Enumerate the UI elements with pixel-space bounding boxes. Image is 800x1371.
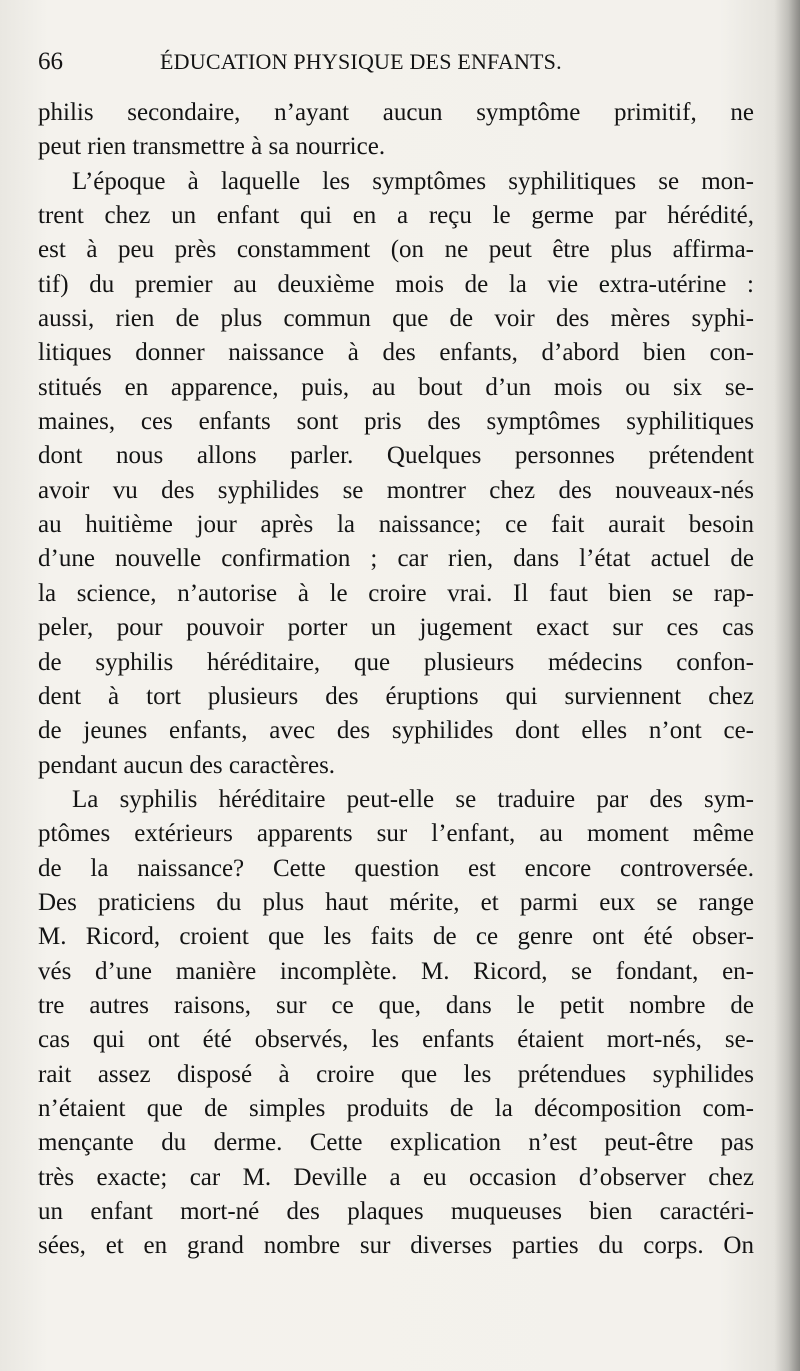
- text-line: au huitième jour après la naissance; ce fait aurait besoin: [38, 511, 754, 539]
- text-line: dont nous allons parler. Quelques personnes prétendent: [38, 442, 754, 470]
- text-line: la science, n’autorise à le croire vrai. Il faut bien se rap-: [38, 579, 754, 607]
- text-line: tif) du premier au deuxième mois de la vie extra-utérine :: [38, 270, 754, 298]
- text-line: n’étaient que de simples produits de la décomposition com-: [38, 1094, 754, 1122]
- text-line: tre autres raisons, sur ce que, dans le petit nombre de: [38, 991, 754, 1019]
- text-line: de syphilis héréditaire, que plusieurs médecins confon-: [38, 648, 754, 676]
- text-line: philis secondaire, n’ayant aucun symptôme primitif, ne: [38, 99, 754, 126]
- text-line: M. Ricord, croient que les faits de ce genre ont été obser-: [38, 923, 754, 951]
- text-line: sées, et en grand nombre sur diverses parties du corps. On: [38, 1232, 754, 1260]
- text-line: aussi, rien de plus commun que de voir des mères syphi-: [38, 305, 754, 333]
- text-line: très exacte; car M. Deville a eu occasion d’observer chez: [38, 1163, 754, 1191]
- text-line: trent chez un enfant qui en a reçu le germe par hérédité,: [38, 202, 754, 230]
- text-line: peut rien transmettre à sa nourrice.: [38, 133, 386, 161]
- text-line: cas qui ont été observés, les enfants étaient mort-nés, se-: [38, 1026, 754, 1054]
- text-line: pendant aucun des caractères.: [38, 751, 336, 779]
- text-line: vés d’une manière incomplète. M. Ricord, se fondant, en-: [38, 957, 754, 985]
- text-line: est à peu près constamment (on ne peut être plus affirma-: [38, 236, 754, 264]
- body-text: [38, 96, 754, 1264]
- text-line: de la naissance? Cette question est encore controversée.: [38, 854, 754, 882]
- text-line: mençante du derme. Cette explication n’est peut-être pas: [38, 1129, 754, 1157]
- text-line: un enfant mort-né des plaques muqueuses bien caractéri-: [38, 1198, 754, 1225]
- text-line: litiques donner naissance à des enfants, d’abord bien con-: [38, 339, 754, 367]
- text-line: peler, pour pouvoir porter un jugement exact sur ces cas: [38, 614, 754, 642]
- page-number: 66: [38, 48, 63, 75]
- text-line: avoir vu des syphilides se montrer chez des nouveaux-nés: [38, 476, 754, 504]
- text-line: L’époque à laquelle les symptômes syphilitiques se mon-: [72, 167, 754, 195]
- text-line: de jeunes enfants, avec des syphilides dont elles n’ont ce-: [38, 717, 754, 745]
- text-line: rait assez disposé à croire que les prétendues syphilides: [38, 1060, 754, 1088]
- page-header: [38, 44, 758, 80]
- text-line: stitués en apparence, puis, au bout d’un mois ou six se-: [38, 373, 754, 401]
- text-line: Des praticiens du plus haut mérite, et parmi eux se range: [38, 888, 754, 916]
- running-title: ÉDUCATION PHYSIQUE DES ENFANTS.: [160, 49, 562, 74]
- text-line: La syphilis héréditaire peut-elle se traduire par des sym-: [72, 785, 754, 813]
- page-edge-shadow: [774, 0, 800, 1371]
- text-line: d’une nouvelle confirmation ; car rien, dans l’état actuel de: [38, 545, 754, 573]
- text-line: maines, ces enfants sont pris des symptômes syphilitiques: [38, 408, 754, 436]
- text-line: dent à tort plusieurs des éruptions qui surviennent chez: [38, 682, 754, 710]
- text-line: ptômes extérieurs apparents sur l’enfant, au moment même: [38, 820, 754, 848]
